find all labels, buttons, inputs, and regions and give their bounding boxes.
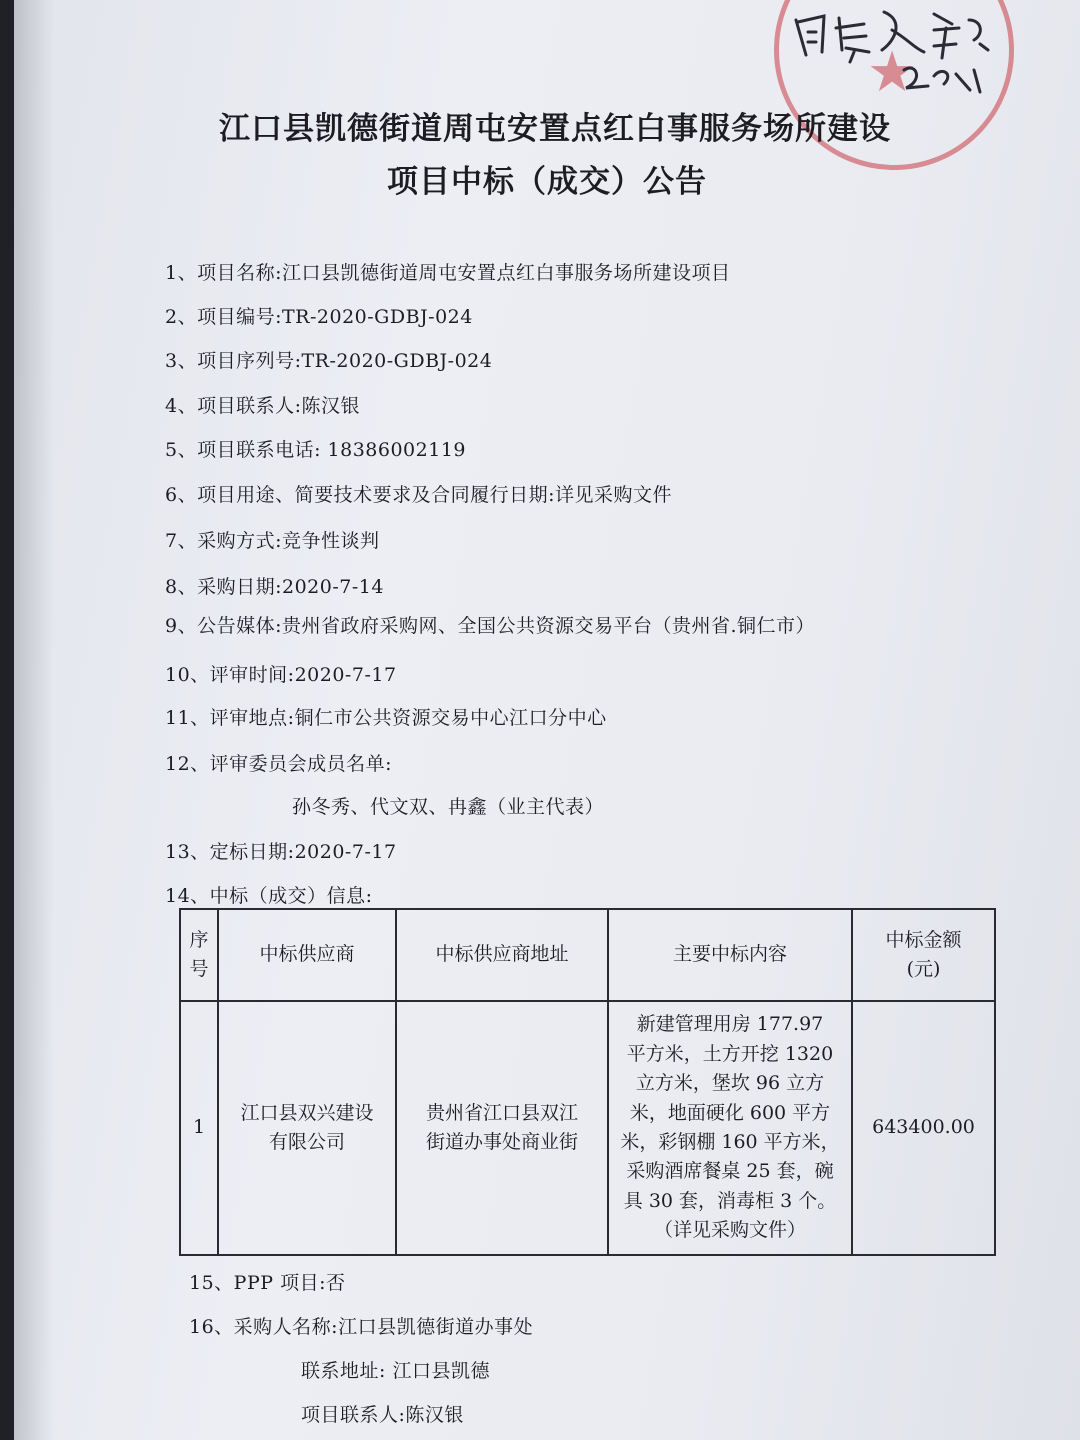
item-project-number: 2、项目编号:TR-2020-GDBJ-024: [165, 306, 473, 328]
item-purchaser-contact: 项目联系人:陈汉银: [301, 1404, 464, 1426]
item-award-date: 13、定标日期:2020-7-17: [165, 841, 397, 863]
cell-address-line1: 贵州省江口县双江: [425, 1101, 578, 1124]
content-line: 平方米，土方开挖 1320: [626, 1042, 834, 1065]
content-line: 立方米，堡坎 96 立方: [635, 1072, 825, 1095]
document-page: [14, 0, 1080, 1440]
table-row: [180, 1001, 995, 1255]
item-project-serial: 3、项目序列号:TR-2020-GDBJ-024: [165, 350, 493, 372]
item-ppp-project: 15、PPP 项目:否: [189, 1272, 346, 1294]
item-project-usage: 6、项目用途、简要技术要求及合同履行日期:详见采购文件: [165, 484, 672, 506]
header-supplier: 中标供应商: [218, 909, 396, 1001]
cell-supplier-line2: 有限公司: [268, 1131, 345, 1153]
header-amount-line1: 中标金额: [885, 928, 962, 951]
content-line: （详见采购文件）: [653, 1219, 806, 1242]
cell-supplier-line1: 江口县双兴建设: [240, 1101, 374, 1124]
item-purchaser-name: 16、采购人名称:江口县凯德街道办事处: [189, 1316, 534, 1338]
item-announcement-media: 9、公告媒体:贵州省政府采购网、全国公共资源交易平台（贵州省.铜仁市）: [165, 615, 816, 637]
item-project-contact: 4、项目联系人:陈汉银: [165, 395, 360, 417]
document-title-line1: 江口县凯德街道周屯安置点红白事服务场所建设: [219, 111, 891, 147]
cell-amount: 643400.00: [852, 1001, 995, 1255]
content-line: 米，彩钢棚 160 平方米，: [620, 1131, 840, 1153]
item-review-committee: 12、评审委员会成员名单:: [165, 753, 393, 775]
item-contact-address: 联系地址: 江口县凯德: [301, 1360, 490, 1382]
content-line: 米，地面硬化 600 平方: [629, 1101, 831, 1124]
table-header-row: [180, 909, 995, 1001]
item-committee-members: 孙冬秀、代文双、冉鑫（业主代表）: [292, 796, 605, 818]
cell-address-line2: 街道办事处商业街: [425, 1131, 578, 1153]
cell-supplier-address: [396, 1001, 608, 1255]
item-project-phone: 5、项目联系电话: 18386002119: [165, 439, 467, 461]
content-line: 新建管理用房 177.97: [636, 1013, 824, 1036]
item-review-location: 11、评审地点:铜仁市公共资源交易中心江口分中心: [165, 707, 607, 729]
header-amount-line2: (元): [906, 958, 941, 980]
item-award-info: 14、中标（成交）信息:: [165, 885, 373, 907]
header-seq: [180, 909, 218, 1001]
item-review-time: 10、评审时间:2020-7-17: [165, 664, 397, 686]
handwritten-approval-signature: [784, 0, 1044, 110]
item-procurement-method: 7、采购方式:竞争性谈判: [165, 530, 380, 552]
header-main-content: 主要中标内容: [608, 909, 852, 1001]
document-title-line2: 项目中标（成交）公告: [387, 164, 707, 200]
header-supplier-address: 中标供应商地址: [396, 909, 608, 1001]
header-seq-line2: 号: [189, 958, 209, 980]
header-amount: [852, 909, 995, 1001]
content-line: 具 30 套，消毒柜 3 个。: [623, 1189, 837, 1212]
content-line: 采购酒席餐桌 25 套，碗: [626, 1160, 834, 1183]
cell-seq: 1: [180, 1001, 218, 1255]
header-seq-line1: 序: [189, 928, 209, 951]
cell-main-content: [608, 1001, 852, 1255]
cell-supplier: [218, 1001, 396, 1255]
item-procurement-date: 8、采购日期:2020-7-14: [165, 576, 384, 598]
award-info-table: [179, 908, 996, 1256]
seal-star-icon: ★: [867, 40, 918, 105]
item-project-name: 1、项目名称:江口县凯德街道周屯安置点红白事服务场所建设项目: [165, 262, 731, 284]
